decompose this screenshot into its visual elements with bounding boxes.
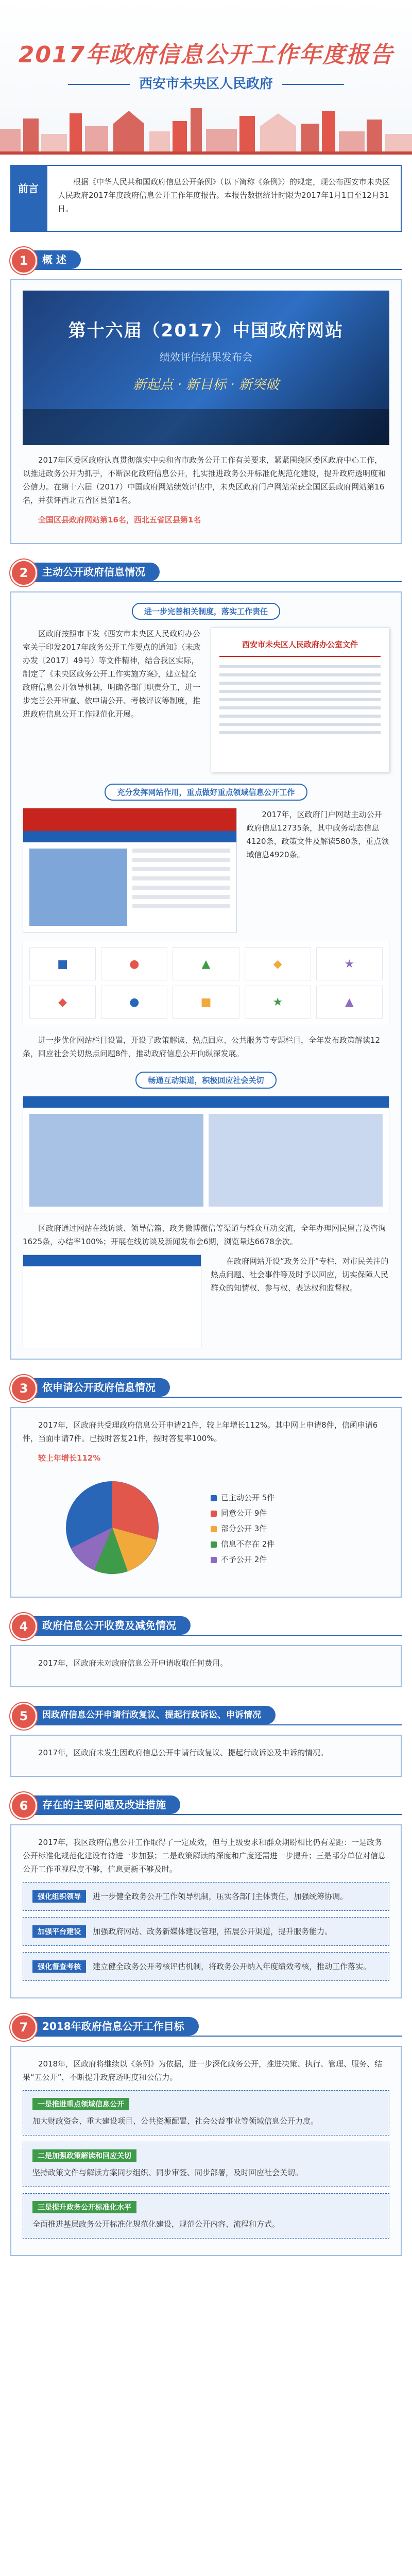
legend-item: 已主动公开 5件 — [211, 1490, 389, 1505]
overview-paragraph: 2017年区委区政府认真贯彻落实中央和省市政务公开工作有关要求，紧紧围绕区委区政府中心工作，以推进政务公开为抓手，不断深化政府信息公开，扎实推进政务公开标准化规范化建设，提升政府透明度和公信力。在第十六届（2017）中国政府网站绩效评估中，未央区政府门户网站荣获全国区县政府网站第16名，并获评西北五省区县第1名。 — [23, 455, 386, 505]
section-number: 1 — [10, 247, 37, 274]
section-number: 7 — [10, 2014, 37, 2041]
section-header — [10, 1790, 402, 1819]
caption-bar: 充分发挥网站作用，重点做好重点领域信息公开工作 — [105, 784, 307, 801]
section-title: 概 述 — [25, 250, 81, 269]
section-header — [10, 557, 402, 586]
section-title: 存在的主要问题及改进措施 — [25, 1795, 180, 1814]
website-screenshot — [23, 808, 237, 933]
measure-tag: 强化督查考核 — [32, 1960, 86, 1973]
intro-body — [46, 165, 402, 232]
legend-item: 部分公开 3件 — [211, 1521, 389, 1536]
section-number: 3 — [10, 1375, 37, 1402]
report-title: 2017年政府信息公开工作年度报告 — [18, 42, 394, 68]
goal-box — [23, 2090, 389, 2136]
application-highlight: 较上年增长112% — [38, 1453, 101, 1463]
caption-bar: 畅通互动渠道，积极回应社会关切 — [135, 1072, 276, 1089]
section-divider — [25, 269, 402, 270]
legend-item: 不予公开 2件 — [211, 1552, 389, 1567]
section-number: 6 — [10, 1792, 37, 1819]
goal-tag: 三是提升政务公开标准化水平 — [32, 2201, 136, 2213]
official-document-image — [211, 627, 389, 772]
section-title: 因政府信息公开申请行政复议、提起行政诉讼、申诉情况 — [25, 1706, 276, 1724]
goal-text: 坚持政策文件与解读方案同步组织、同步审签、同步部署，及时回应社会关切。 — [32, 2168, 303, 2177]
section-box — [10, 279, 402, 544]
pie-legend — [211, 1490, 389, 1567]
section-divider — [25, 581, 402, 582]
columns-paragraph: 进一步优化网站栏目设置，开设了政策解读、热点回应、公共服务等专题栏目，全年发布政策解读12条，回应社会关切热点问题8件，推动政府信息公开向纵深发展。 — [23, 1036, 381, 1058]
section-number: 5 — [10, 1703, 37, 1730]
photo-slogan: 新起点 · 新目标 · 新突破 — [133, 377, 279, 393]
section-box — [10, 1824, 402, 1998]
measure-box — [23, 1952, 389, 1981]
section-divider — [25, 1635, 402, 1636]
legend-item: 信息不存在 2件 — [211, 1536, 389, 1552]
service-icon: ◆ — [29, 986, 96, 1019]
caption-bar: 进一步完善相关制度，落实工作责任 — [132, 603, 280, 620]
measure-box — [23, 1917, 389, 1946]
section-goals — [10, 2012, 402, 2256]
overview-highlight: 全国区县政府网站第16名，西北五省区县第1名 — [38, 515, 201, 524]
service-icon: ★ — [316, 947, 383, 980]
intro-section — [10, 165, 402, 232]
service-icon: ■ — [173, 986, 239, 1019]
measure-tag: 强化组织领导 — [32, 1890, 86, 1903]
measure-text: 进一步健全政务公开工作领导机制，压实各部门主体责任，加强统筹协调。 — [93, 1892, 348, 1901]
goal-text: 全面推进基层政务公开标准化规范化建设，规范公开内容、流程和方式。 — [32, 2219, 280, 2229]
photo-subtitle: 绩效评估结果发布会 — [160, 351, 252, 363]
intro-text: 根据《中华人民共和国政府信息公开条例》（以下简称《条例》）的规定，现公布西安市未央区人民政府2017年度政府信息公开工作年度报告。本报告数据统计时限为2017年1月1日至12月31日。 — [58, 177, 390, 213]
section-title: 主动公开政府信息情况 — [25, 563, 160, 581]
section-header — [10, 2012, 402, 2041]
interaction-screenshot — [23, 1096, 389, 1213]
goal-text: 加大财政资金、重大建设项目、公共资源配置、社会公益事业等领域信息公开力度。 — [32, 2116, 319, 2126]
measure-box — [23, 1882, 389, 1911]
hotline-screenshot — [23, 1255, 201, 1348]
section-header — [10, 1373, 402, 1402]
section-title: 政府信息公开收费及减免情况 — [25, 1616, 191, 1635]
section-review — [10, 1701, 402, 1777]
fees-paragraph: 2017年，区政府未对政府信息公开申请收取任何费用。 — [38, 1658, 228, 1668]
service-icon: ★ — [245, 986, 311, 1019]
section-active-disclosure — [10, 557, 402, 1360]
section-overview — [10, 245, 402, 544]
system-paragraph: 区政府按照市下发《西安市未央区人民政府办公室关于印发2017年政务公开工作要点的通知》（未政办发〔2017〕49号）等文件精神，结合我区实际，制定了《未央区政务公开工作实施方案》，建立健全政府信息公开领导机制，明确各部门职责分工，进一步完善公开审查、依申请公开、考核评议等制度，推进政府信息公开工作规范化开展。 — [23, 629, 201, 719]
section-box — [10, 591, 402, 1360]
service-icons-screenshot — [23, 941, 389, 1025]
goals-paragraph: 2018年，区政府将继续以《条例》为依据，进一步深化政务公开，推进决策、执行、管理、服务、结果“五公开”，不断提升政府透明度和公信力。 — [23, 2059, 383, 2082]
goal-tag: 二是加强政策解读和回应关切 — [32, 2149, 136, 2162]
problems-paragraph: 2017年，我区政府信息公开工作取得了一定成效，但与上级要求和群众期盼相比仍有差距：一是政务公开标准化规范化建设有待进一步加强；二是政策解读的深度和广度还需进一步提升；三是部分单位对信息公开工作重视程度不够，信息更新不够及时。 — [23, 1838, 386, 1874]
service-icon: ● — [101, 947, 167, 980]
section-number: 2 — [10, 560, 37, 586]
section-problems — [10, 1790, 402, 1998]
report-header — [0, 0, 412, 155]
section-divider — [25, 1724, 402, 1725]
service-icon: ◆ — [245, 947, 311, 980]
city-skyline-illustration — [0, 98, 412, 155]
photo-people-row — [23, 409, 389, 445]
section-fees — [10, 1611, 402, 1687]
section-header — [10, 1611, 402, 1640]
measure-text: 加强政府网站、政务新媒体建设管理，拓展公开渠道，提升服务能力。 — [93, 1927, 333, 1936]
intro-tag: 前言 — [10, 165, 46, 232]
service-icon: ● — [101, 986, 167, 1019]
section-title: 依申请公开政府信息情况 — [25, 1378, 170, 1397]
photo-title: 第十六届（2017）中国政府网站 — [68, 320, 344, 341]
award-photo — [23, 291, 389, 445]
measure-text: 建立健全政务公开考核评估机制，将政务公开纳入年度绩效考核，推动工作落实。 — [93, 1962, 371, 1971]
interaction-paragraph: 区政府通过网站在线访谈、领导信箱、政务微博微信等渠道与群众互动交流，全年办理网民留言及咨询1625条，办结率100%；开展在线访谈及新闻发布会6期，浏览量达6678余次。 — [23, 1224, 386, 1246]
website-paragraph: 2017年，区政府门户网站主动公开政府信息12735条，其中政务动态信息4120条，政策文件及解读580条，重点领域信息4920条。 — [246, 810, 389, 859]
application-pie-chart — [56, 1471, 169, 1584]
service-icon: ■ — [29, 947, 96, 980]
service-icon: ▲ — [316, 986, 383, 1019]
section-divider — [25, 1814, 402, 1815]
section-box — [10, 2046, 402, 2256]
report-subtitle: 西安市未央区人民政府 — [0, 73, 412, 92]
section-header — [10, 245, 402, 274]
section-divider — [25, 1397, 402, 1398]
section-divider — [25, 2036, 402, 2037]
section-header — [10, 1701, 402, 1730]
goal-box — [23, 2193, 389, 2239]
application-paragraph: 2017年，区政府共受理政府信息公开申请21件，较上年增长112%。其中网上申请8件，信函申请6件，当面申请7件。已按时答复21件，按时答复率100%。 — [23, 1420, 378, 1443]
legend-item: 同意公开 9件 — [211, 1505, 389, 1521]
section-box — [10, 1735, 402, 1777]
section-number: 4 — [10, 1613, 37, 1640]
measure-tag: 加强平台建设 — [32, 1925, 86, 1938]
goal-box — [23, 2142, 389, 2187]
section-box — [10, 1645, 402, 1687]
service-icon: ▲ — [173, 947, 239, 980]
response-paragraph: 在政府网站开设“政务公开”专栏，对市民关注的热点问题、社会事件等及时予以回应，切实保障人民群众的知情权、参与权、表达权和监督权。 — [211, 1257, 389, 1293]
section-box — [10, 1407, 402, 1598]
goal-tag: 一是推进重点领域信息公开 — [32, 2098, 129, 2110]
section-application-disclosure — [10, 1373, 402, 1598]
section-title: 2018年政府信息公开工作目标 — [25, 2017, 199, 2036]
document-heading: 西安市未央区人民政府办公室文件 — [242, 640, 358, 649]
review-paragraph: 2017年，区政府未发生因政府信息公开申请行政复议、提起行政诉讼及申诉的情况。 — [38, 1748, 329, 1757]
